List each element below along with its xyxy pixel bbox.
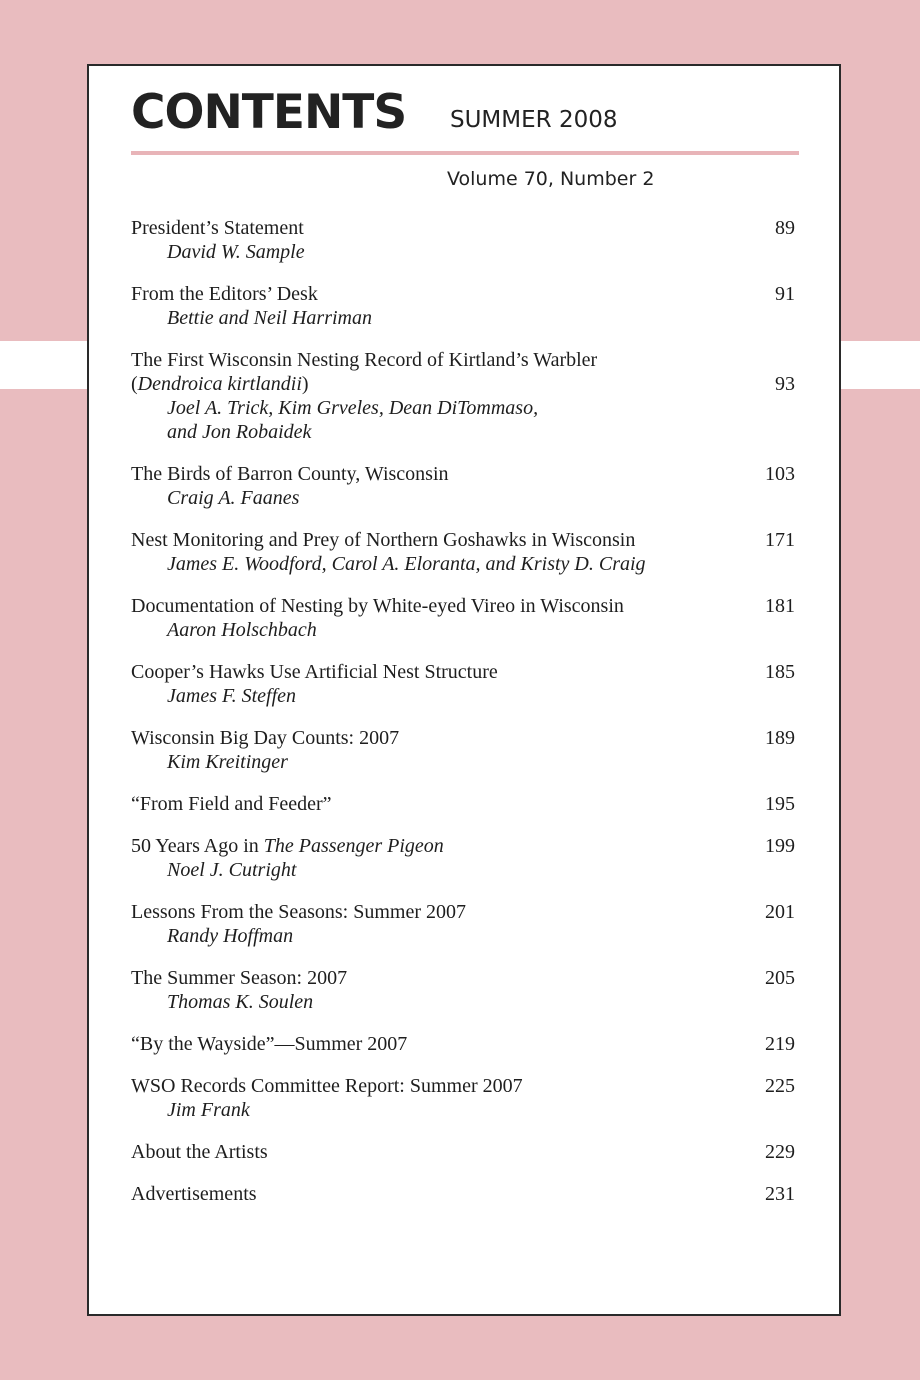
entry-authors: David W. Sample: [167, 241, 305, 263]
entry-authors: Craig A. Faanes: [167, 487, 300, 509]
entry-title: Wisconsin Big Day Counts: 2007: [131, 727, 400, 749]
entry-title: Cooper’s Hawks Use Artificial Nest Structure: [131, 661, 498, 683]
entry-page: 225: [765, 1075, 795, 1097]
entry-title: “From Field and Feeder”: [131, 793, 332, 815]
entry-page: 219: [765, 1033, 795, 1055]
entry-authors: Randy Hoffman: [167, 925, 294, 947]
table-of-contents: [131, 216, 795, 1224]
entry-title: Nest Monitoring and Prey of Northern Goshawks in Wisconsin: [131, 529, 636, 551]
issue-label: SUMMER 2008: [450, 107, 618, 133]
toc-entry[interactable]: [131, 216, 795, 264]
entry-authors: Kim Kreitinger: [167, 751, 288, 773]
entry-page: 93: [775, 373, 795, 395]
entry-journal-title: The Passenger Pigeon: [263, 835, 444, 857]
toc-entry[interactable]: [131, 1140, 795, 1164]
entry-authors: Thomas K. Soulen: [167, 991, 314, 1013]
entry-page: 89: [775, 217, 795, 239]
entry-page: 189: [765, 727, 795, 749]
toc-entry[interactable]: [131, 282, 795, 330]
contents-panel: [87, 64, 841, 1316]
entry-page: 181: [765, 595, 795, 617]
toc-entry[interactable]: [131, 594, 795, 642]
toc-entry[interactable]: [131, 528, 795, 576]
entry-title: [131, 834, 795, 858]
entry-page: 195: [765, 793, 795, 815]
entry-title-prefix: 50 Years Ago in: [131, 835, 264, 857]
entry-page: 171: [765, 529, 795, 551]
toc-entry[interactable]: [131, 1032, 795, 1056]
toc-entry[interactable]: [131, 792, 795, 816]
entry-page: 229: [765, 1141, 795, 1163]
toc-entry[interactable]: [131, 726, 795, 774]
entry-title: The First Wisconsin Nesting Record of Kirtland’s Warbler: [131, 349, 598, 371]
entry-authors: James F. Steffen: [167, 685, 297, 707]
entry-authors: Joel A. Trick, Kim Grveles, Dean DiTommaso,: [167, 397, 539, 419]
entry-title: “By the Wayside”—Summer 2007: [131, 1033, 408, 1055]
toc-entry[interactable]: [131, 1182, 795, 1206]
entry-authors: Noel J. Cutright: [167, 859, 297, 881]
title-divider: [131, 151, 799, 155]
entry-page: 199: [765, 835, 795, 857]
entry-authors: Bettie and Neil Harriman: [167, 307, 372, 329]
entry-title: Advertisements: [131, 1183, 257, 1205]
entry-authors: Jim Frank: [167, 1099, 250, 1121]
toc-entry[interactable]: [131, 966, 795, 1014]
entry-page: 91: [775, 283, 795, 305]
toc-entry[interactable]: [131, 462, 795, 510]
entry-authors-line2: and Jon Robaidek: [167, 421, 312, 443]
toc-entry[interactable]: [131, 1074, 795, 1122]
entry-species: Dendroica kirtlandii: [137, 373, 302, 395]
entry-title-line2: (Dendroica kirtlandii): [131, 373, 309, 395]
entry-page: 103: [765, 463, 795, 485]
toc-entry[interactable]: [131, 834, 795, 882]
entry-authors: James E. Woodford, Carol A. Eloranta, and Kristy D. Craig: [167, 553, 646, 575]
entry-title: Documentation of Nesting by White-eyed Vireo in Wisconsin: [131, 595, 624, 617]
toc-entry[interactable]: [131, 660, 795, 708]
page-title: CONTENTS: [131, 85, 407, 140]
toc-entry[interactable]: [131, 348, 795, 444]
entry-page: 185: [765, 661, 795, 683]
entry-page: 205: [765, 967, 795, 989]
entry-title: WSO Records Committee Report: Summer 2007: [131, 1075, 523, 1097]
entry-title: President’s Statement: [131, 217, 304, 239]
entry-page: 201: [765, 901, 795, 923]
entry-title: From the Editors’ Desk: [131, 283, 318, 305]
volume-label: Volume 70, Number 2: [447, 168, 655, 190]
entry-page: 231: [765, 1183, 795, 1205]
entry-title: Lessons From the Seasons: Summer 2007: [131, 901, 466, 923]
entry-authors: Aaron Holschbach: [167, 619, 317, 641]
toc-entry[interactable]: [131, 900, 795, 948]
entry-title: The Birds of Barron County, Wisconsin: [131, 463, 449, 485]
entry-title: The Summer Season: 2007: [131, 967, 348, 989]
entry-title: About the Artists: [131, 1141, 268, 1163]
